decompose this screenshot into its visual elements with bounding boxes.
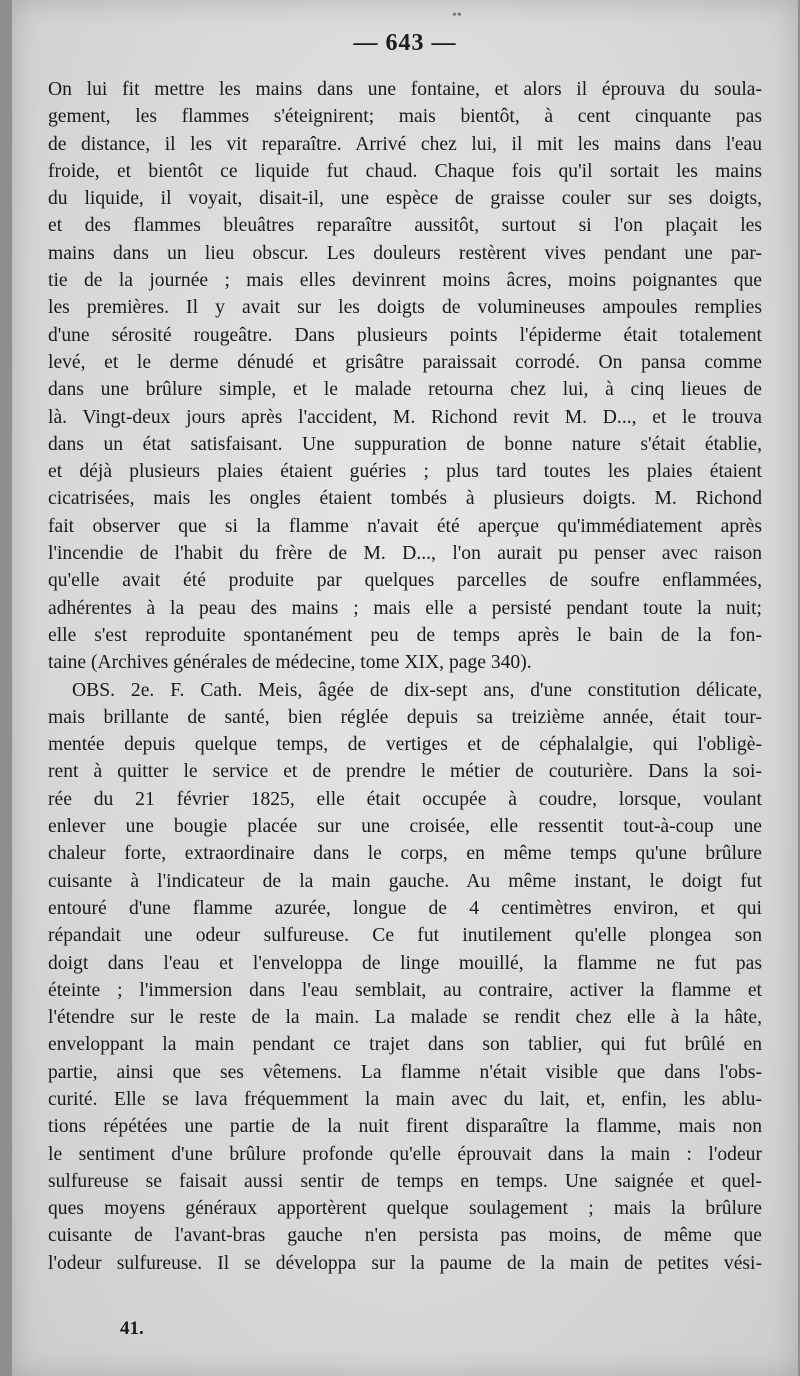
text-line: et des flammes bleuâtres reparaître aussitôt, surtout si l'on plaçait les [48, 215, 762, 237]
text-line: tions répétées une partie de la nuit firent disparaître la flamme, mais non [48, 1116, 762, 1138]
body-text [48, 76, 762, 1277]
text-line: enveloppant la main pendant ce trajet dans son tablier, qui fut brûlé en [48, 1034, 762, 1056]
text-line: qu'elle avait été produite par quelques parcelles de soufre enflammées, [48, 570, 762, 592]
text-line: dans un état satisfaisant. Une suppuration de bonne nature s'était établie, [48, 433, 762, 455]
text-line: elle s'est reproduite spontanément peu de temps après le bain de la fon- [48, 624, 762, 646]
text-line: froide, et bientôt ce liquide fut chaud. Chaque fois qu'il sortait les mains [48, 160, 762, 182]
text-line: mains dans un lieu obscur. Les douleurs restèrent vives pendant une par- [48, 242, 762, 264]
text-line: adhérentes à la peau des mains ; mais elle a persisté pendant toute la nuit; [48, 597, 762, 619]
text-line: l'incendie de l'habit du frère de M. D..., l'on aurait pu penser avec raison [48, 543, 762, 565]
text-line: cuisante à l'indicateur de la main gauche. Au même instant, le doigt fut [48, 870, 762, 892]
text-line: doigt dans l'eau et l'enveloppa de linge mouillé, la flamme ne fut pas [48, 952, 762, 974]
text-line: cuisante de l'avant-bras gauche n'en persista pas moins, de même que [48, 1225, 762, 1247]
text-line: entouré d'une flamme azurée, longue de 4 centimètres environ, et qui [48, 897, 762, 919]
text-line: de distance, il les vit reparaître. Arrivé chez lui, il mit les mains dans l'eau [48, 133, 762, 155]
text-line: fait observer que si la flamme n'avait été aperçue qu'immédiatement après [48, 515, 762, 537]
text-line: cicatrisées, mais les ongles étaient tombés à plusieurs doigts. M. Richond [48, 488, 762, 510]
text-line: répandait une odeur sulfureuse. Ce fut inutilement qu'elle plongea son [48, 925, 762, 947]
text-line: le sentiment d'une brûlure profonde qu'elle éprouvait dans la main : l'odeur [48, 1143, 762, 1165]
text-line: tie de la journée ; mais elles devinrent moins âcres, moins poignantes que [48, 270, 762, 292]
book-page [12, 0, 798, 1376]
text-line: enlever une bougie placée sur une croisée, elle ressentit tout-à-coup une [48, 816, 762, 838]
text-line: du liquide, il voyait, disait-il, une espèce de graisse couler sur ses doigts, [48, 188, 762, 210]
text-line: l'odeur sulfureuse. Il se développa sur la paume de la main de petites vési- [48, 1252, 762, 1274]
text-line: levé, et le derme dénudé et grisâtre paraissait corrodé. On pansa comme [48, 351, 762, 373]
text-line: rent à quitter le service et de prendre le métier de couturière. Dans la soi- [48, 761, 762, 783]
text-line: gement, les flammes s'éteignirent; mais bientôt, à cent cinquante pas [48, 106, 762, 128]
text-line: et déjà plusieurs plaies étaient guéries ; plus tard toutes les plaies étaient [48, 461, 762, 483]
observation-heading-line: OBS. 2e. F. Cath. Meis, âgée de dix-sept ans, d'une constitution délicate, [72, 679, 762, 701]
text-line: dans une brûlure simple, et le malade retourna chez lui, à cinq lieues de [48, 379, 762, 401]
ink-speck: •• [452, 8, 462, 23]
text-line: sulfureuse se faisait aussi sentir de temps en temps. Une saignée et quel- [48, 1170, 762, 1192]
text-line: curité. Elle se lava fréquemment la main avec du lait, et, enfin, les ablu- [48, 1088, 762, 1110]
text-line: là. Vingt-deux jours après l'accident, M. Richond revit M. D..., et le trouva [48, 406, 762, 428]
text-line: éteinte ; l'immersion dans l'eau semblait, au contraire, activer la flamme et [48, 979, 762, 1001]
text-line: On lui fit mettre les mains dans une fontaine, et alors il éprouva du soula- [48, 79, 762, 100]
text-line: taine (Archives générales de médecine, tome XIX, page 340). [48, 652, 532, 674]
text-line: d'une sérosité rougeâtre. Dans plusieurs points l'épiderme était totalement [48, 324, 762, 346]
text-line: mais brillante de santé, bien réglée depuis sa treizième année, était tour- [48, 706, 762, 728]
signature-mark: 41. [120, 1318, 144, 1339]
text-line: partie, ainsi que ses vêtemens. La flamme n'était visible que dans l'obs- [48, 1061, 762, 1083]
page-number: — 643 — [353, 30, 457, 56]
text-line: ques moyens généraux apportèrent quelque soulagement ; mais la brûlure [48, 1198, 762, 1220]
text-line: l'étendre sur le reste de la main. La malade se rendit chez elle à la hâte, [48, 1007, 762, 1029]
text-line: les premières. Il y avait sur les doigts de volumineuses ampoules remplies [48, 297, 762, 319]
text-line: chaleur forte, extraordinaire dans le corps, en même temps qu'une brûlure [48, 843, 762, 865]
text-line: mentée depuis quelque temps, de vertiges et de céphalalgie, qui l'obligè- [48, 734, 762, 756]
text-line: rée du 21 février 1825, elle était occupée à coudre, lorsque, voulant [48, 788, 762, 810]
